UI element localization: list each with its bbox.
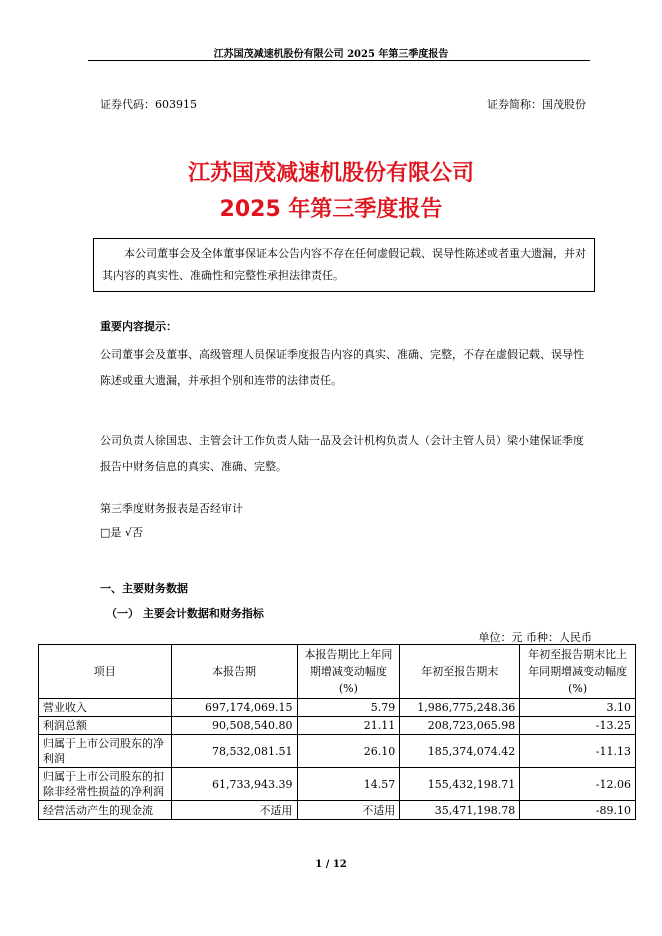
row-current-change: 不适用	[297, 801, 400, 820]
audit-answer: □是 √否	[100, 526, 143, 539]
financial-indicators-table	[38, 644, 636, 820]
row-current-change: 26.10	[297, 735, 400, 768]
row-current-change: 14.57	[297, 768, 400, 801]
row-item: 归属于上市公司股东的净利润	[39, 735, 172, 768]
unit-currency-note: 单位：元 币种：人民币	[478, 631, 592, 644]
running-header: 江苏国茂减速机股份有限公司 2025 年第三季度报告	[213, 49, 449, 60]
row-current-change: 21.11	[297, 717, 400, 735]
section-heading-financial-data: 一、主要财务数据	[100, 582, 188, 595]
subsection-heading-key-indicators: （一） 主要会计数据和财务指标	[106, 607, 264, 620]
row-ytd-change: -89.10	[520, 801, 636, 820]
stock-abbreviation: 证券简称：国茂股份	[487, 98, 586, 111]
table-row	[39, 801, 636, 820]
table-row	[39, 717, 636, 735]
table-header-cell: 年初至报告期末	[400, 645, 520, 699]
important-notes-title: 重要内容提示：	[100, 320, 177, 333]
table-header-row	[39, 645, 636, 699]
row-current: 61,733,943.39	[171, 768, 297, 801]
row-ytd: 155,432,198.71	[400, 768, 520, 801]
officer-guarantee-paragraph: 公司负责人徐国忠、主管会计工作负责人陆一品及会计机构负责人（会计主管人员）梁小建保证季度报告中财务信息的真实、准确、完整。	[100, 434, 584, 473]
stock-code: 证券代码：603915	[100, 98, 197, 111]
row-ytd: 1,986,775,248.36	[400, 699, 520, 717]
row-ytd-change: 3.10	[520, 699, 636, 717]
row-current: 90,508,540.80	[171, 717, 297, 735]
table-header-cell: 年初至报告期末比上年同期增减变动幅度(%)	[520, 645, 636, 699]
row-item: 经营活动产生的现金流	[39, 801, 172, 820]
row-current: 697,174,069.15	[171, 699, 297, 717]
row-item: 利润总额	[39, 717, 172, 735]
audit-question: 第三季度财务报表是否经审计	[100, 502, 243, 515]
row-ytd: 208,723,065.98	[400, 717, 520, 735]
header-rule	[88, 60, 590, 61]
row-ytd: 185,374,074.42	[400, 735, 520, 768]
table-row	[39, 735, 636, 768]
table-header-cell: 本报告期比上年同期增减变动幅度(%)	[297, 645, 400, 699]
table-row	[39, 768, 636, 801]
row-item: 营业收入	[39, 699, 172, 717]
row-current: 78,532,081.51	[171, 735, 297, 768]
page-number: 1 / 12	[315, 859, 347, 870]
row-ytd: 35,471,198.78	[400, 801, 520, 820]
row-item: 归属于上市公司股东的扣除非经常性损益的净利润	[39, 768, 172, 801]
report-title-company: 江苏国茂减速机股份有限公司	[187, 161, 474, 186]
row-current: 不适用	[171, 801, 297, 820]
row-current-change: 5.79	[297, 699, 400, 717]
report-title-period: 2025 年第三季度报告	[219, 197, 443, 222]
notice-text: 本公司董事会及全体董事保证本公告内容不存在任何虚假记载、误导性陈述或者重大遗漏，并对其内容的真实性、准确性和完整性承担法律责任。	[102, 247, 586, 282]
row-ytd-change: -11.13	[520, 735, 636, 768]
table-header-cell: 本报告期	[171, 645, 297, 699]
board-guarantee-notice	[93, 238, 595, 292]
row-ytd-change: -13.25	[520, 717, 636, 735]
director-guarantee-paragraph: 公司董事会及董事、高级管理人员保证季度报告内容的真实、准确、完整，不存在虚假记载、误导性陈述或重大遗漏，并承担个别和连带的法律责任。	[100, 348, 584, 387]
row-ytd-change: -12.06	[520, 768, 636, 801]
table-row	[39, 699, 636, 717]
table-header-cell: 项目	[39, 645, 172, 699]
